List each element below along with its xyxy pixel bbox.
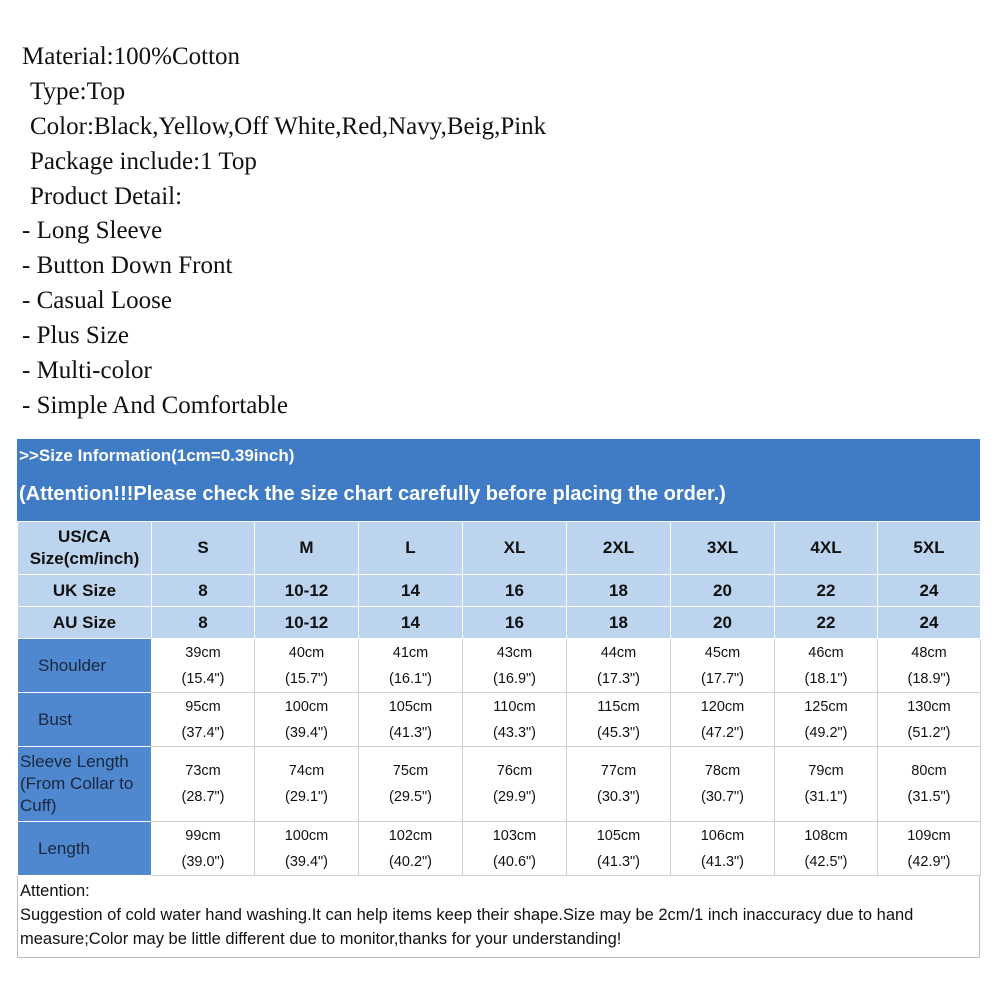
cm-value: 95cm (185, 698, 221, 715)
detail-item: - Simple And Comfortable (22, 391, 288, 419)
measurement-cell (463, 693, 567, 747)
inch-value: (39.0") (181, 853, 225, 870)
measurement-cell (463, 639, 567, 693)
size-header-cell: L (359, 522, 463, 575)
cm-value: 115cm (597, 698, 640, 715)
inch-value: (16.1") (388, 670, 433, 687)
cm-value: 109cm (907, 827, 951, 844)
cm-value: 125cm (804, 698, 848, 715)
measurement-cell (463, 822, 567, 876)
inch-value: (18.9") (907, 670, 951, 687)
size-header-cell: 2XL (567, 522, 671, 575)
inch-value: (15.7") (284, 670, 329, 687)
sleeve-length-label-line: Sleeve Length (20, 752, 129, 771)
inch-value: (41.3") (596, 853, 641, 870)
measurement-cell (671, 822, 775, 876)
cm-value: 74cm (288, 763, 325, 779)
cm-value: 41cm (392, 644, 429, 661)
sleeve-length-label (18, 747, 152, 822)
inch-value: (16.9") (492, 670, 537, 687)
au-size-cell: 20 (671, 607, 775, 639)
sleeve-length-label-line: Cuff) (20, 796, 57, 815)
cm-value: 120cm (700, 698, 745, 715)
cm-value: 46cm (808, 644, 844, 661)
detail-item: - Button Down Front (22, 252, 233, 280)
measurement-cell (463, 747, 567, 822)
size-header-cell: M (255, 522, 359, 575)
size-header-row (18, 522, 981, 575)
inch-value: (41.3") (388, 724, 433, 741)
measurement-cell (775, 639, 878, 693)
size-header-cell: 4XL (775, 522, 878, 575)
measurement-cell (567, 822, 671, 876)
au-size-cell: 22 (775, 607, 878, 639)
shoulder-row (18, 639, 981, 693)
cm-value: 39cm (185, 644, 221, 661)
inch-value: (31.1") (804, 789, 848, 805)
sleeve-length-label-line: (From Collar to (20, 774, 134, 793)
measurement-cell (255, 639, 359, 693)
uk-size-cell: 10-12 (255, 575, 359, 607)
measurement-cell (255, 747, 359, 822)
cm-value: 99cm (185, 827, 221, 844)
measurement-cell (671, 639, 775, 693)
material-line: Material:100%Cotton (22, 43, 241, 70)
inch-value: (28.7") (181, 789, 225, 805)
inch-value: (45.3") (596, 724, 641, 741)
inch-value: (42.9") (907, 853, 951, 870)
inch-value: (31.5") (907, 789, 951, 805)
cm-value: 110cm (493, 698, 536, 715)
cm-value: 103cm (492, 827, 537, 844)
inch-value: (17.3") (596, 670, 641, 687)
cm-value: 79cm (808, 763, 844, 779)
bust-row (18, 693, 981, 747)
inch-value: (47.2") (700, 724, 745, 741)
cm-value: 40cm (288, 644, 325, 661)
uk-size-row (18, 575, 981, 607)
cm-value: 48cm (911, 644, 947, 661)
size-header-cell: 5XL (878, 522, 981, 575)
uk-size-cell: 16 (463, 575, 567, 607)
measurement-cell (359, 693, 463, 747)
inch-value: (40.6") (492, 853, 537, 870)
measurement-cell (567, 693, 671, 747)
measurement-cell (567, 639, 671, 693)
size-header-label (18, 522, 152, 575)
cm-value: 100cm (284, 698, 329, 715)
detail-item: - Long Sleeve (22, 217, 163, 245)
inch-value: (43.3") (492, 724, 537, 741)
au-size-cell: 8 (152, 607, 255, 639)
product-description (22, 40, 546, 424)
color-line: Color:Black,Yellow,Off White,Red,Navy,Beig,Pink (30, 112, 547, 140)
inch-value: (29.9") (492, 789, 537, 805)
length-label (18, 822, 152, 876)
size-header-label-line: US/CA (58, 527, 111, 546)
measurement-cell (878, 693, 981, 747)
measurement-cell (359, 747, 463, 822)
inch-value: (40.2") (388, 853, 433, 870)
cm-value: 105cm (596, 827, 641, 844)
uk-size-cell: 18 (567, 575, 671, 607)
measurement-cell (255, 822, 359, 876)
type-line: Type:Top (30, 77, 126, 105)
au-size-cell: 14 (359, 607, 463, 639)
measurement-cell (567, 747, 671, 822)
shoulder-label-text: Shoulder (38, 655, 107, 675)
cm-value: 77cm (600, 763, 637, 779)
cm-value: 100cm (284, 827, 329, 844)
measurement-cell (152, 822, 255, 876)
measurement-cell (671, 747, 775, 822)
inch-value: (49.2") (804, 724, 848, 741)
cm-value: 44cm (600, 644, 637, 661)
detail-item: - Casual Loose (22, 287, 172, 315)
uk-size-cell: 14 (359, 575, 463, 607)
measurement-cell (775, 822, 878, 876)
measurement-cell (775, 693, 878, 747)
uk-size-cell: 20 (671, 575, 775, 607)
inch-value: (29.5") (388, 789, 433, 805)
measurement-cell (359, 822, 463, 876)
cm-value: 75cm (392, 763, 429, 779)
measurement-cell (152, 639, 255, 693)
cm-value: 73cm (185, 763, 221, 779)
size-chart (17, 439, 980, 958)
measurement-cell (878, 639, 981, 693)
bust-label-text: Bust (38, 709, 73, 729)
detail-item: - Plus Size (22, 322, 129, 350)
cm-value: 108cm (804, 827, 848, 844)
inch-value: (39.4") (284, 853, 329, 870)
uk-size-cell: 22 (775, 575, 878, 607)
uk-size-cell: 24 (878, 575, 981, 607)
size-header-label-line: Size(cm/inch) (29, 549, 140, 568)
inch-value: (15.4") (181, 670, 225, 687)
au-size-cell: 24 (878, 607, 981, 639)
au-size-row (18, 607, 981, 639)
cm-value: 80cm (911, 763, 947, 779)
inch-value: (37.4") (181, 724, 225, 741)
size-chart-banner (17, 439, 980, 521)
shoulder-label (18, 639, 152, 693)
detail-item: - Multi-color (22, 357, 152, 385)
package-line: Package include:1 Top (30, 147, 257, 175)
au-size-cell: 10-12 (255, 607, 359, 639)
au-size-cell: 16 (463, 607, 567, 639)
size-attention-banner: (Attention!!!Please check the size chart carefully before placing the order.) (19, 483, 726, 505)
length-row (18, 822, 981, 876)
size-info-title: >>Size Information(1cm=0.39inch) (19, 446, 295, 465)
au-size-cell: 18 (567, 607, 671, 639)
attention-notes (17, 876, 980, 958)
sleeve-length-row (18, 747, 981, 822)
measurement-cell (671, 693, 775, 747)
uk-size-label: UK Size (18, 575, 152, 607)
bust-label (18, 693, 152, 747)
cm-value: 105cm (388, 698, 433, 715)
size-header-cell: 3XL (671, 522, 775, 575)
length-label-text: Length (38, 838, 90, 858)
attention-text: Suggestion of cold water hand washing.It can help items keep their shape.Size may be 2cm/1 inch inaccuracy due to hand measure;Color may be little different due to monitor,thanks for your understanding! (20, 906, 914, 948)
measurement-cell (152, 747, 255, 822)
product-detail-heading: Product Detail: (30, 182, 183, 210)
inch-value: (42.5") (804, 853, 848, 870)
uk-size-cell: 8 (152, 575, 255, 607)
cm-value: 130cm (907, 698, 951, 715)
inch-value: (51.2") (907, 724, 951, 741)
cm-value: 76cm (496, 763, 533, 779)
inch-value: (30.3") (596, 789, 641, 805)
size-table (17, 521, 981, 876)
measurement-cell (878, 747, 981, 822)
inch-value: (39.4") (284, 724, 329, 741)
cm-value: 43cm (496, 644, 533, 661)
measurement-cell (255, 693, 359, 747)
cm-value: 106cm (700, 827, 745, 844)
measurement-cell (359, 639, 463, 693)
inch-value: (41.3") (700, 853, 745, 870)
inch-value: (29.1") (284, 789, 329, 805)
attention-title: Attention: (20, 882, 90, 900)
measurement-cell (775, 747, 878, 822)
measurement-cell (878, 822, 981, 876)
cm-value: 45cm (704, 644, 741, 661)
inch-value: (30.7") (700, 789, 745, 805)
measurement-cell (152, 693, 255, 747)
size-header-cell: XL (463, 522, 567, 575)
inch-value: (17.7") (700, 670, 745, 687)
cm-value: 102cm (388, 827, 433, 844)
au-size-label: AU Size (18, 607, 152, 639)
cm-value: 78cm (704, 763, 741, 779)
inch-value: (18.1") (804, 670, 848, 687)
size-header-cell: S (152, 522, 255, 575)
